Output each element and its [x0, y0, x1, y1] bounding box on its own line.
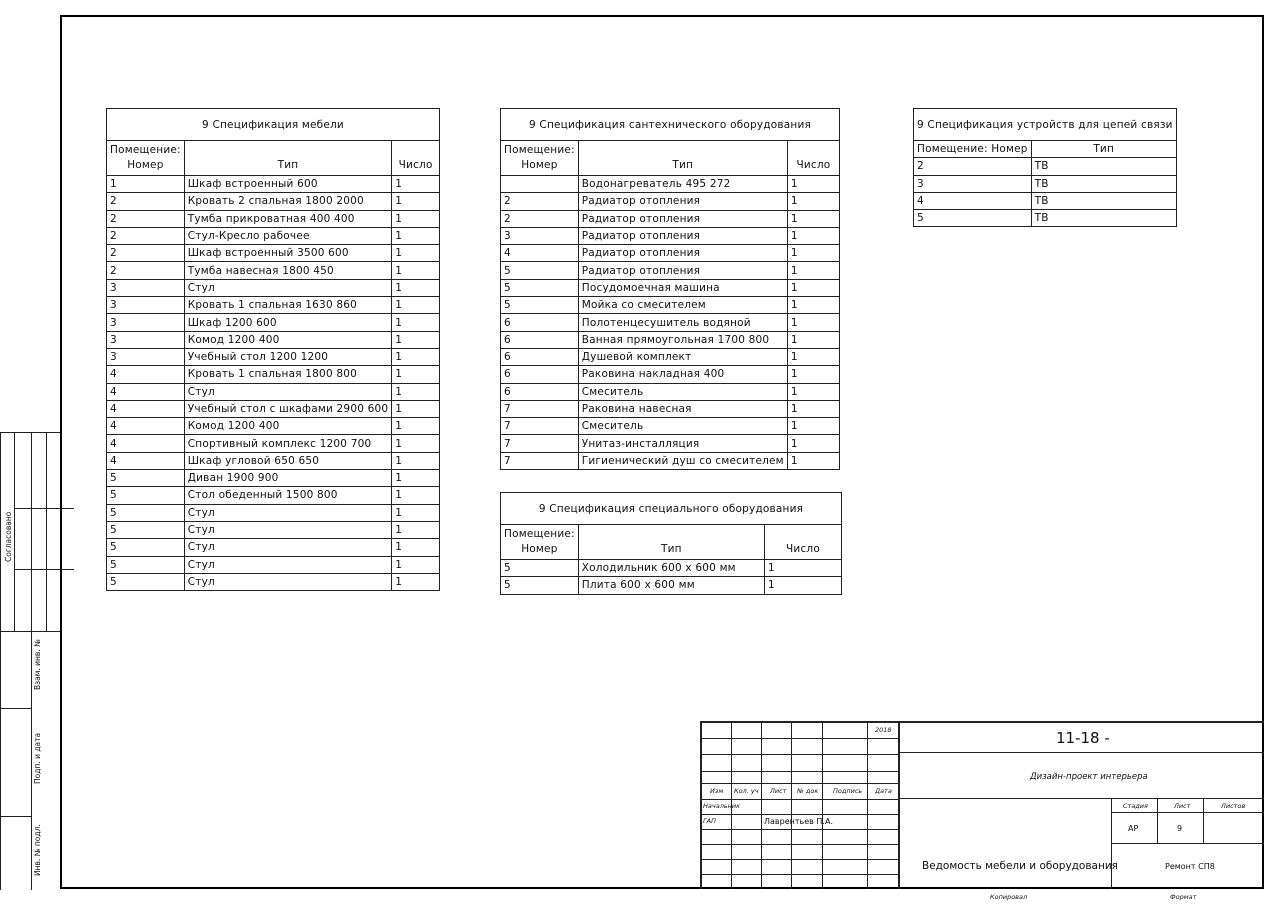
table-row [914, 158, 1177, 175]
table-row [107, 245, 440, 262]
cell-type: Радиатор отопления [578, 210, 787, 227]
cell-type: Стул [184, 521, 392, 538]
cell-room: 4 [914, 192, 1032, 209]
table-row [107, 470, 440, 487]
cell-room: 5 [107, 504, 185, 521]
cell-room: 2 [107, 262, 185, 279]
table-row [107, 383, 440, 400]
cell-count: 1 [787, 400, 839, 417]
table-row [107, 193, 440, 210]
cell-room: 2 [107, 193, 185, 210]
cell-type: Полотенцесушитель водяной [578, 314, 787, 331]
cell-type: Смеситель [578, 418, 787, 435]
table-row [501, 383, 840, 400]
cell-type: Радиатор отопления [578, 262, 787, 279]
column-header-type: Тип [184, 141, 392, 176]
cell-count: 1 [392, 262, 440, 279]
cell-room: 3 [107, 331, 185, 348]
hdr-ndok: № док [797, 787, 819, 795]
cell-count: 1 [787, 210, 839, 227]
cell-type: Радиатор отопления [578, 245, 787, 262]
format-label: Формат [1170, 893, 1197, 901]
table-row [501, 452, 840, 469]
cell-room: 7 [501, 435, 579, 452]
cell-type: ТВ [1031, 158, 1176, 175]
cell-room: 3 [107, 279, 185, 296]
cell-type: ТВ [1031, 175, 1176, 192]
inv-replaced-label: Взам. инв. № [33, 639, 42, 690]
table-row [107, 400, 440, 417]
table-row [107, 435, 440, 452]
cell-type: Стул [184, 539, 392, 556]
comm-spec-table [913, 108, 1177, 227]
table-row [107, 227, 440, 244]
cell-room: 2 [107, 245, 185, 262]
cell-count: 1 [392, 210, 440, 227]
cell-type: Радиатор отопления [578, 193, 787, 210]
cell-type: Душевой комплект [578, 348, 787, 365]
cell-room: 5 [501, 577, 579, 594]
cell-room: 4 [107, 418, 185, 435]
table-row [107, 348, 440, 365]
cell-type: Ванная прямоугольная 1700 800 [578, 331, 787, 348]
hdr-stage: Стадия [1123, 802, 1148, 810]
table-row [107, 487, 440, 504]
cell-room: 5 [501, 560, 579, 577]
table-row [107, 573, 440, 590]
cell-room: 3 [914, 175, 1032, 192]
cell-type: Кровать 1 спальная 1630 860 [184, 297, 392, 314]
cell-type: Мойка со смесителем [578, 297, 787, 314]
cell-room: 6 [501, 348, 579, 365]
cell-room: 5 [501, 262, 579, 279]
table-row [107, 521, 440, 538]
cell-count: 1 [787, 227, 839, 244]
cell-room: 2 [107, 210, 185, 227]
left-margin-strip [0, 432, 60, 890]
cell-room: 5 [914, 210, 1032, 227]
table-row [501, 577, 842, 594]
cell-count: 1 [392, 193, 440, 210]
table-row [107, 279, 440, 296]
cell-room: 2 [501, 210, 579, 227]
table-row [501, 227, 840, 244]
organization: Ремонт СП8 [1165, 862, 1215, 871]
table-row [107, 556, 440, 573]
cell-type: Диван 1900 900 [184, 470, 392, 487]
cell-type: Плита 600 х 600 мм [578, 577, 764, 594]
table-row [501, 331, 840, 348]
hdr-sheet: Лист [1174, 802, 1191, 810]
hdr-list: Лист [770, 787, 787, 795]
special-spec-table [500, 492, 842, 595]
table-row [501, 279, 840, 296]
cell-count: 1 [392, 176, 440, 193]
cell-room: 4 [501, 245, 579, 262]
cell-type: Стул [184, 279, 392, 296]
table-row [501, 400, 840, 417]
table-row [107, 314, 440, 331]
cell-type: Комод 1200 400 [184, 331, 392, 348]
table-row [501, 366, 840, 383]
cell-count: 1 [392, 539, 440, 556]
cell-type: Учебный стол с шкафами 2900 600 [184, 400, 392, 417]
cell-count: 1 [765, 577, 842, 594]
cell-count: 1 [392, 279, 440, 296]
column-header-count: Число [765, 525, 842, 560]
agreed-label: Согласовано [4, 511, 13, 562]
cell-type: Тумба прикроватная 400 400 [184, 210, 392, 227]
sheet-value: 9 [1177, 824, 1183, 833]
furniture-spec-table [106, 108, 440, 591]
cell-room: 3 [107, 348, 185, 365]
table-row [107, 176, 440, 193]
table-row [107, 452, 440, 469]
cell-count: 1 [392, 314, 440, 331]
sheet-title: Ведомость мебели и оборудования [922, 860, 1118, 872]
table-title: 9 Спецификация сантехнического оборудования [501, 109, 840, 141]
table-title: 9 Спецификация специального оборудования [501, 493, 842, 525]
cell-room: 6 [501, 314, 579, 331]
table-row [501, 560, 842, 577]
cell-room: 7 [501, 452, 579, 469]
table-row [107, 262, 440, 279]
cell-count: 1 [787, 366, 839, 383]
cell-type: Учебный стол 1200 1200 [184, 348, 392, 365]
cell-type: ТВ [1031, 192, 1176, 209]
cell-count: 1 [392, 556, 440, 573]
cell-type: Шкаф встроенный 3500 600 [184, 245, 392, 262]
column-header-room: Помещение: Номер [501, 141, 579, 176]
cell-room: 4 [107, 435, 185, 452]
cell-room: 5 [107, 487, 185, 504]
table-row [501, 210, 840, 227]
plumbing-spec-table [500, 108, 840, 470]
table-row [107, 331, 440, 348]
cell-room: 4 [107, 452, 185, 469]
cell-count: 1 [787, 176, 839, 193]
cell-type: Стул [184, 504, 392, 521]
cell-count: 1 [392, 573, 440, 590]
stage-value: АР [1128, 824, 1139, 833]
table-row [501, 176, 840, 193]
column-header-type: Тип [578, 141, 787, 176]
cell-room: 7 [501, 400, 579, 417]
cell-count: 1 [392, 418, 440, 435]
cell-room: 5 [107, 521, 185, 538]
cell-count: 1 [787, 297, 839, 314]
cell-type: Стул [184, 573, 392, 590]
table-row [501, 348, 840, 365]
table-row [501, 314, 840, 331]
cell-type: Комод 1200 400 [184, 418, 392, 435]
column-header-room: Помещение: Номер [501, 525, 579, 560]
cell-type: Гигиенический душ со смесителем [578, 452, 787, 469]
cell-count: 1 [392, 452, 440, 469]
cell-count: 1 [392, 400, 440, 417]
cell-room: 6 [501, 383, 579, 400]
table-row [107, 366, 440, 383]
cell-count: 1 [787, 245, 839, 262]
cell-count: 1 [787, 331, 839, 348]
cell-count: 1 [392, 331, 440, 348]
cell-count: 1 [787, 262, 839, 279]
cell-room: 2 [914, 158, 1032, 175]
cell-room [501, 176, 579, 193]
cell-type: Радиатор отопления [578, 227, 787, 244]
cell-count: 1 [392, 521, 440, 538]
row-nach: Начальник [703, 802, 741, 810]
cell-type: Стул [184, 383, 392, 400]
cell-type: Шкаф встроенный 600 [184, 176, 392, 193]
cell-count: 1 [392, 435, 440, 452]
column-header-count: Число [787, 141, 839, 176]
copied-label: Копировал [990, 893, 1028, 901]
cell-count: 1 [787, 279, 839, 296]
cell-type: Холодильник 600 х 600 мм [578, 560, 764, 577]
column-header-type: Тип [578, 525, 764, 560]
cell-count: 1 [787, 383, 839, 400]
table-title: 9 Спецификация устройств для цепей связи [914, 109, 1177, 141]
cell-room: 5 [501, 279, 579, 296]
hdr-podp: Подпись [833, 787, 863, 795]
cell-count: 1 [787, 193, 839, 210]
table-row [107, 539, 440, 556]
cell-count: 1 [787, 314, 839, 331]
cell-count: 1 [392, 504, 440, 521]
cell-type: Стул [184, 556, 392, 573]
cell-room: 4 [107, 400, 185, 417]
cell-count: 1 [392, 487, 440, 504]
hdr-sheets: Листов [1221, 802, 1246, 810]
cell-count: 1 [787, 452, 839, 469]
column-header-type: Тип [1031, 141, 1176, 158]
cell-count: 1 [787, 348, 839, 365]
cell-type: Шкаф 1200 600 [184, 314, 392, 331]
cell-room: 5 [107, 573, 185, 590]
table-row [501, 193, 840, 210]
cell-type: Раковина навесная [578, 400, 787, 417]
table-row [107, 210, 440, 227]
cell-room: 4 [107, 383, 185, 400]
cell-type: Спортивный комплекс 1200 700 [184, 435, 392, 452]
cell-room: 1 [107, 176, 185, 193]
table-row [107, 418, 440, 435]
cell-type: Смеситель [578, 383, 787, 400]
cell-count: 1 [787, 418, 839, 435]
cell-count: 1 [392, 470, 440, 487]
cell-type: Унитаз-инсталляция [578, 435, 787, 452]
cell-type: Шкаф угловой 650 650 [184, 452, 392, 469]
cell-room: 3 [107, 314, 185, 331]
cell-count: 1 [392, 366, 440, 383]
cell-room: 3 [107, 297, 185, 314]
cell-room: 5 [107, 470, 185, 487]
column-header-room: Помещение: Номер [914, 141, 1032, 158]
cell-type: ТВ [1031, 210, 1176, 227]
hdr-data: Дата [875, 787, 892, 795]
table-row [914, 210, 1177, 227]
column-header-room: Помещение: Номер [107, 141, 185, 176]
project-name: Дизайн-проект интерьера [1030, 772, 1148, 782]
cell-type: Раковина накладная 400 [578, 366, 787, 383]
hdr-izm: Изм [710, 787, 724, 795]
cell-room: 5 [501, 297, 579, 314]
column-header-count: Число [392, 141, 440, 176]
cell-count: 1 [392, 227, 440, 244]
cell-count: 1 [765, 560, 842, 577]
sign-date-label: Подп. и дата [33, 732, 42, 784]
cell-type: Стол обеденный 1500 800 [184, 487, 392, 504]
cell-type: Водонагреватель 495 272 [578, 176, 787, 193]
cell-room: 6 [501, 366, 579, 383]
year: 2018 [875, 726, 892, 734]
title-block [700, 721, 1264, 889]
cell-room: 5 [107, 539, 185, 556]
cell-count: 1 [787, 435, 839, 452]
cell-count: 1 [392, 297, 440, 314]
hdr-kol: Кол. уч [734, 787, 759, 795]
cell-type: Стул-Кресло рабочее [184, 227, 392, 244]
table-row [914, 175, 1177, 192]
row-gap: ГАП [703, 817, 716, 825]
cell-room: 2 [501, 193, 579, 210]
cell-count: 1 [392, 245, 440, 262]
cell-count: 1 [392, 383, 440, 400]
table-row [501, 418, 840, 435]
cell-type: Посудомоечная машина [578, 279, 787, 296]
table-row [501, 245, 840, 262]
table-row [107, 504, 440, 521]
cell-room: 7 [501, 418, 579, 435]
cell-type: Кровать 2 спальная 1800 2000 [184, 193, 392, 210]
table-row [501, 297, 840, 314]
table-row [501, 262, 840, 279]
cell-type: Тумба навесная 1800 450 [184, 262, 392, 279]
drawing-code: 11-18 - [1056, 729, 1110, 747]
gap-name: Лаврентьев П.А. [764, 817, 833, 826]
cell-type: Кровать 1 спальная 1800 800 [184, 366, 392, 383]
table-row [501, 435, 840, 452]
cell-room: 5 [107, 556, 185, 573]
cell-room: 4 [107, 366, 185, 383]
table-row [107, 297, 440, 314]
cell-count: 1 [392, 348, 440, 365]
cell-room: 3 [501, 227, 579, 244]
cell-room: 2 [107, 227, 185, 244]
cell-room: 6 [501, 331, 579, 348]
inv-orig-label: Инв. № подл. [33, 824, 42, 876]
table-title: 9 Спецификация мебели [107, 109, 440, 141]
table-row [914, 192, 1177, 209]
